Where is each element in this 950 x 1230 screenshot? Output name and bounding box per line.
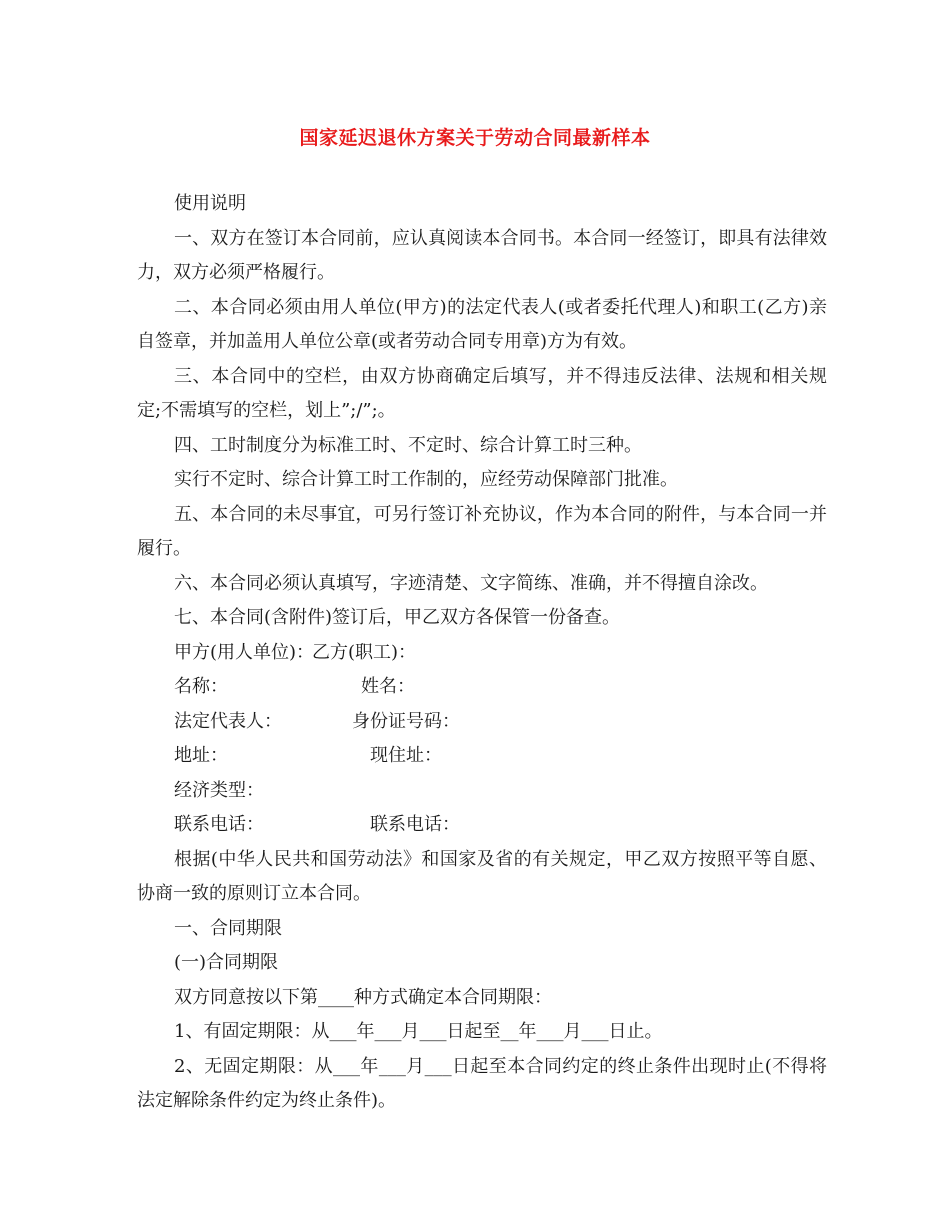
usage-item-4: 四、工时制度分为标准工时、不定时、综合计算工时三种。	[174, 434, 642, 456]
section-1-1-heading: (一)合同期限	[174, 952, 279, 973]
name-row	[137, 670, 827, 705]
usage-item-3: 三、本合同中的空栏，由双方协商确定后填写，并不得违反法律、法规和相关规定;不需填写的空栏，划上”;/”;。	[137, 365, 827, 421]
company-phone-label: 联系电话：	[174, 814, 264, 835]
usage-item-5: 五、本合同的未尽事宜，可另行签订补充协议，作为本合同的附件，与本合同一并履行。	[137, 503, 827, 559]
document-title: 国家延迟退休方案关于劳动合同最新样本	[299, 127, 651, 149]
phone-row	[137, 808, 827, 843]
employee-phone-label: 联系电话：	[370, 814, 460, 835]
parties-row	[137, 636, 827, 671]
economy-type-label: 经济类型：	[174, 779, 264, 801]
section-1-heading: 一、合同期限	[174, 917, 282, 939]
economy-type-row	[137, 774, 827, 809]
id-number-label: 身份证号码：	[352, 710, 460, 732]
document-body	[137, 187, 827, 1119]
usage-heading: 使用说明	[174, 193, 246, 214]
usage-item-1: 一、双方在签订本合同前，应认真阅读本合同书。本合同一经签订，即具有法律效力，双方必须严格履行。	[137, 227, 827, 283]
party-b-label: 乙方(职工)：	[312, 641, 417, 663]
legal-basis: 根据(中华人民共和国劳动法》和国家及省的有关规定，甲乙双方按照平等自愿、协商一致的原则订立本合同。	[137, 848, 827, 904]
company-address-label: 地址：	[174, 745, 228, 766]
current-address-label: 现住址：	[370, 745, 442, 766]
usage-item-2: 二、本合同必须由用人单位(甲方)的法定代表人(或者委托代理人)和职工(乙方)亲自签章，并加盖用人单位公章(或者劳动合同专用章)方为有效。	[137, 296, 827, 352]
address-row	[137, 739, 827, 774]
company-name-label: 名称：	[174, 676, 228, 697]
usage-item-7: 七、本合同(含附件)签订后，甲乙双方各保管一份备查。	[174, 607, 621, 628]
term-option-1: 1、有固定期限：从___年___月___日起至__年___月___日止。	[174, 1021, 663, 1042]
employee-name-label: 姓名：	[361, 676, 415, 697]
term-option-2: 2、无固定期限：从___年___月___日起至本合同约定的终止条件出现时止(不得将法定解除条件约定为终止条件)。	[137, 1055, 827, 1111]
usage-item-6: 六、本合同必须认真填写，字迹清楚、文字简练、准确，并不得擅自涂改。	[174, 572, 768, 594]
legal-rep-label: 法定代表人：	[174, 710, 282, 732]
party-a-label: 甲方(用人单位)：	[174, 641, 315, 663]
term-agreement: 双方同意按以下第____种方式确定本合同期限：	[174, 986, 552, 1008]
usage-item-4-note: 实行不定时、综合计算工时工作制的，应经劳动保障部门批准。	[174, 469, 678, 490]
representative-row	[137, 705, 827, 740]
